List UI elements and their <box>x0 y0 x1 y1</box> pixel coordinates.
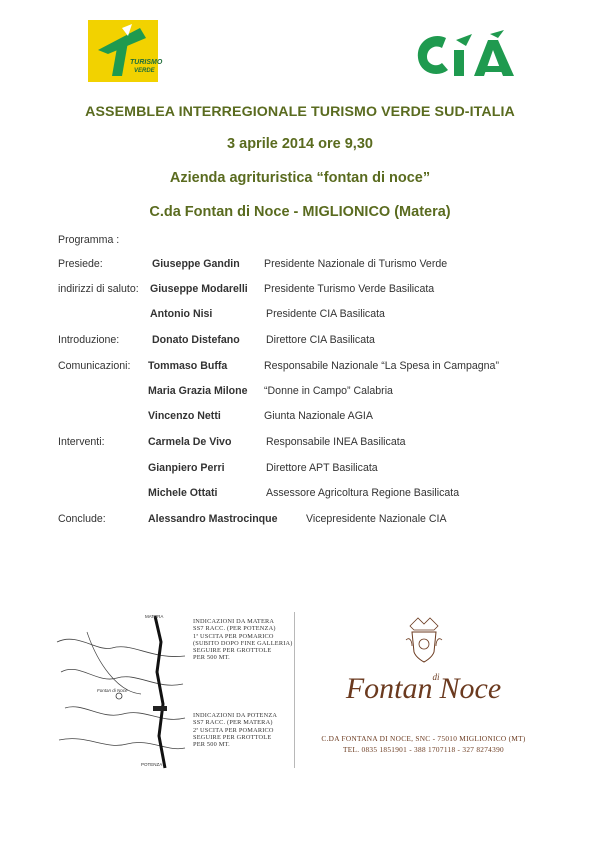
row-name: Maria Grazia Milone <box>148 385 248 397</box>
row-role: Giunta Nazionale AGIA <box>264 410 373 422</box>
venue-phones: TEL. 0835 1851901 - 388 1707118 - 327 8274390 <box>343 745 504 754</box>
row-label: Conclude: <box>58 513 106 525</box>
row-role: Vicepresidente Nazionale CIA <box>306 513 447 525</box>
venue-card <box>296 612 551 768</box>
row-label: Comunicazioni: <box>58 360 131 372</box>
event-title: ASSEMBLEA INTERREGIONALE TURISMO VERDE SUD-ITALIA <box>85 104 515 120</box>
row-role: Assessore Agricoltura Regione Basilicata <box>266 487 460 499</box>
row-label: Interventi: <box>58 436 105 448</box>
row-name: Donato Distefano <box>152 334 240 346</box>
row-label: Introduzione: <box>58 334 120 346</box>
row-role: Responsabile Nazionale “La Spesa in Campagna” <box>264 360 499 372</box>
venue-address: C.DA FONTANA DI NOCE, SNC - 75010 MIGLIONICO (MT) <box>321 734 526 743</box>
event-place: C.da Fontan di Noce - MIGLIONICO (Matera) <box>149 204 451 220</box>
row-role: Presidente Turismo Verde Basilicata <box>264 283 435 295</box>
directions-from-matera: INDICAZIONI DA MATERA SS7 RACC. (PER POTENZA) 1ª USCITA PER POMARICO (SUBITO DOPO FINE GALLERIA) SEGUIRE PER GROTTOLE PER 500 MT. <box>193 618 293 662</box>
row-role: “Donne in Campo” Calabria <box>264 385 393 397</box>
row-name: Michele Ottati <box>148 487 218 499</box>
town-matera-label: MATERA <box>145 614 164 619</box>
row-name: Tommaso Buffa <box>148 360 228 372</box>
directions-map <box>57 612 295 768</box>
event-venue: Azienda agrituristica “fontan di noce” <box>169 170 431 186</box>
row-name: Vincenzo Netti <box>148 410 221 422</box>
venue-wordmark: Fontan$^{di}$Noce <box>345 672 502 705</box>
row-name: Antonio Nisi <box>150 308 213 320</box>
event-date: 3 aprile 2014 ore 9,30 <box>227 136 373 152</box>
row-role: Responsabile INEA Basilicata <box>266 436 406 448</box>
row-role: Presidente Nazionale di Turismo Verde <box>264 258 448 270</box>
venue-marker-label: Fontan di Noce <box>97 688 128 693</box>
cia-logo <box>412 30 518 82</box>
row-name: Giuseppe Modarelli <box>150 283 248 295</box>
row-name: Gianpiero Perri <box>148 462 225 474</box>
directions-from-potenza: INDICAZIONI DA POTENZA SS7 RACC. (PER MATERA) 2ª USCITA PER POMARICO SEGUIRE PER GROTTOLE PER 500 MT. <box>193 712 278 749</box>
programma-label: Programma : <box>58 234 120 246</box>
svg-text:VERDE: VERDE <box>134 68 155 74</box>
town-potenza-label: POTENZA <box>141 762 163 767</box>
row-name: Giuseppe Gandin <box>152 258 240 270</box>
row-name: Carmela De Vivo <box>148 436 232 448</box>
row-label: indirizzi di saluto: <box>58 283 139 295</box>
svg-text:TURISMO: TURISMO <box>130 59 163 66</box>
row-role: Presidente CIA Basilicata <box>266 308 385 320</box>
turismo-verde-logo <box>88 20 163 82</box>
row-role: Direttore CIA Basilicata <box>266 334 375 346</box>
row-role: Direttore APT Basilicata <box>266 462 378 474</box>
row-label: Presiede: <box>58 258 103 270</box>
row-name: Alessandro Mastrocinque <box>148 513 278 525</box>
